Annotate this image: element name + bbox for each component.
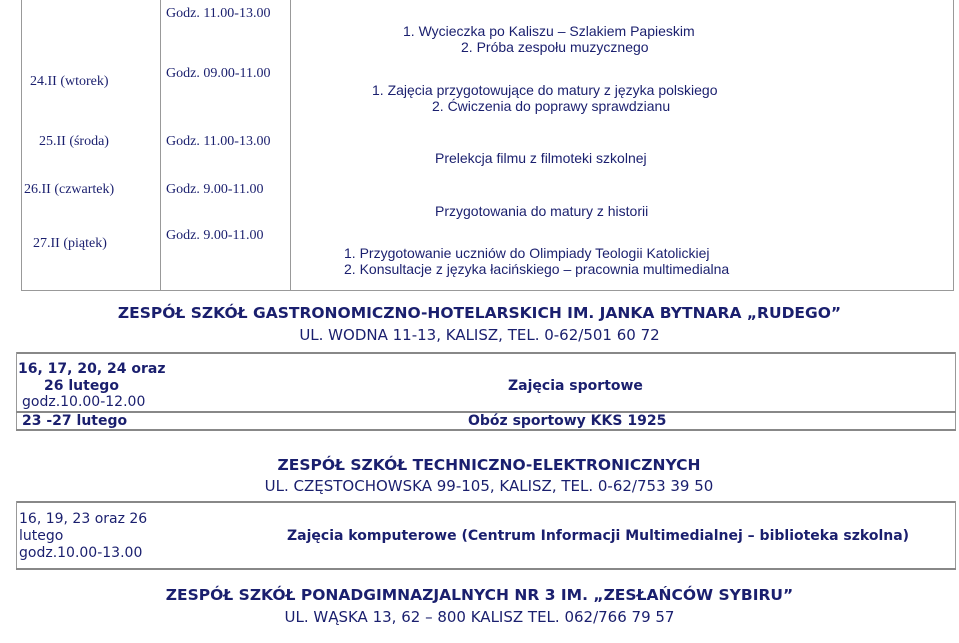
activity-item: 2. Próba zespołu muzycznego (461, 39, 649, 55)
dates-label: 16, 17, 20, 24 oraz (18, 361, 166, 377)
dates-label: lutego (19, 528, 64, 544)
activity-item: 1. Wycieczka po Kaliszu – Szlakiem Papieskim (403, 23, 695, 39)
dates-label: 23 -27 lutego (22, 413, 128, 429)
school-address: UL. WODNA 11-13, KALISZ, TEL. 0-62/501 60 72 (299, 326, 660, 344)
schedule-activities (372, 82, 718, 114)
dates-label: 26 lutego (44, 378, 119, 394)
activity-item: 2. Ćwiczenia do poprawy sprawdzianu (432, 98, 671, 114)
activity-label: Zajęcia komputerowe (Centrum Informacji Multimedialnej – biblioteka szkolna) (287, 528, 910, 544)
schedule-time: Godz. 9.00-11.00 (166, 182, 264, 197)
schedule-day: 24.II (wtorek) (30, 74, 109, 89)
activity-label: Obóz sportowy KKS 1925 (468, 413, 667, 429)
schedule-day: 25.II (środa) (39, 134, 109, 149)
activity-label: Zajęcia sportowe (508, 378, 643, 394)
school-name: ZESPÓŁ SZKÓŁ TECHNICZNO-ELEKTRONICZNYCH (277, 456, 701, 474)
activity-item: Przygotowania do matury z historii (435, 203, 649, 219)
time-label: godz.10.00-12.00 (22, 394, 146, 410)
schedule-time: Godz. 11.00-13.00 (166, 134, 271, 149)
school-name: ZESPÓŁ SZKÓŁ PONADGIMNAZJALNYCH NR 3 IM. „ZESŁAŃCÓW SYBIRU” (165, 586, 794, 604)
schedule-time: Godz. 09.00-11.00 (166, 66, 271, 81)
dates-label: 16, 19, 23 oraz 26 (19, 511, 148, 527)
schedule-day: 26.II (czwartek) (24, 182, 115, 197)
activity-item: Prelekcja filmu z filmoteki szkolnej (435, 150, 647, 166)
schedule-time: Godz. 9.00-11.00 (166, 228, 264, 243)
activity-item: 1. Przygotowanie uczniów do Olimpiady Teologii Katolickiej (344, 245, 710, 261)
school-address: UL. WĄSKA 13, 62 – 800 KALISZ TEL. 062/766 79 57 (284, 608, 675, 626)
school-address: UL. CZĘSTOCHOWSKA 99-105, KALISZ, TEL. 0-62/753 39 50 (264, 477, 714, 495)
activity-item: 1. Zajęcia przygotowujące do matury z języka polskiego (372, 82, 718, 98)
schedule-activities (344, 245, 729, 277)
schedule-time: Godz. 11.00-13.00 (166, 6, 271, 21)
activity-item: 2. Konsultacje z języka łacińskiego – pracownia multimedialna (344, 261, 730, 277)
school-name: ZESPÓŁ SZKÓŁ GASTRONOMICZNO-HOTELARSKICH IM. JANKA BYTNARA „RUDEGO” (117, 304, 842, 322)
schedule-activities (403, 23, 695, 55)
time-label: godz.10.00-13.00 (19, 545, 143, 561)
schedule-day: 27.II (piątek) (33, 236, 107, 251)
